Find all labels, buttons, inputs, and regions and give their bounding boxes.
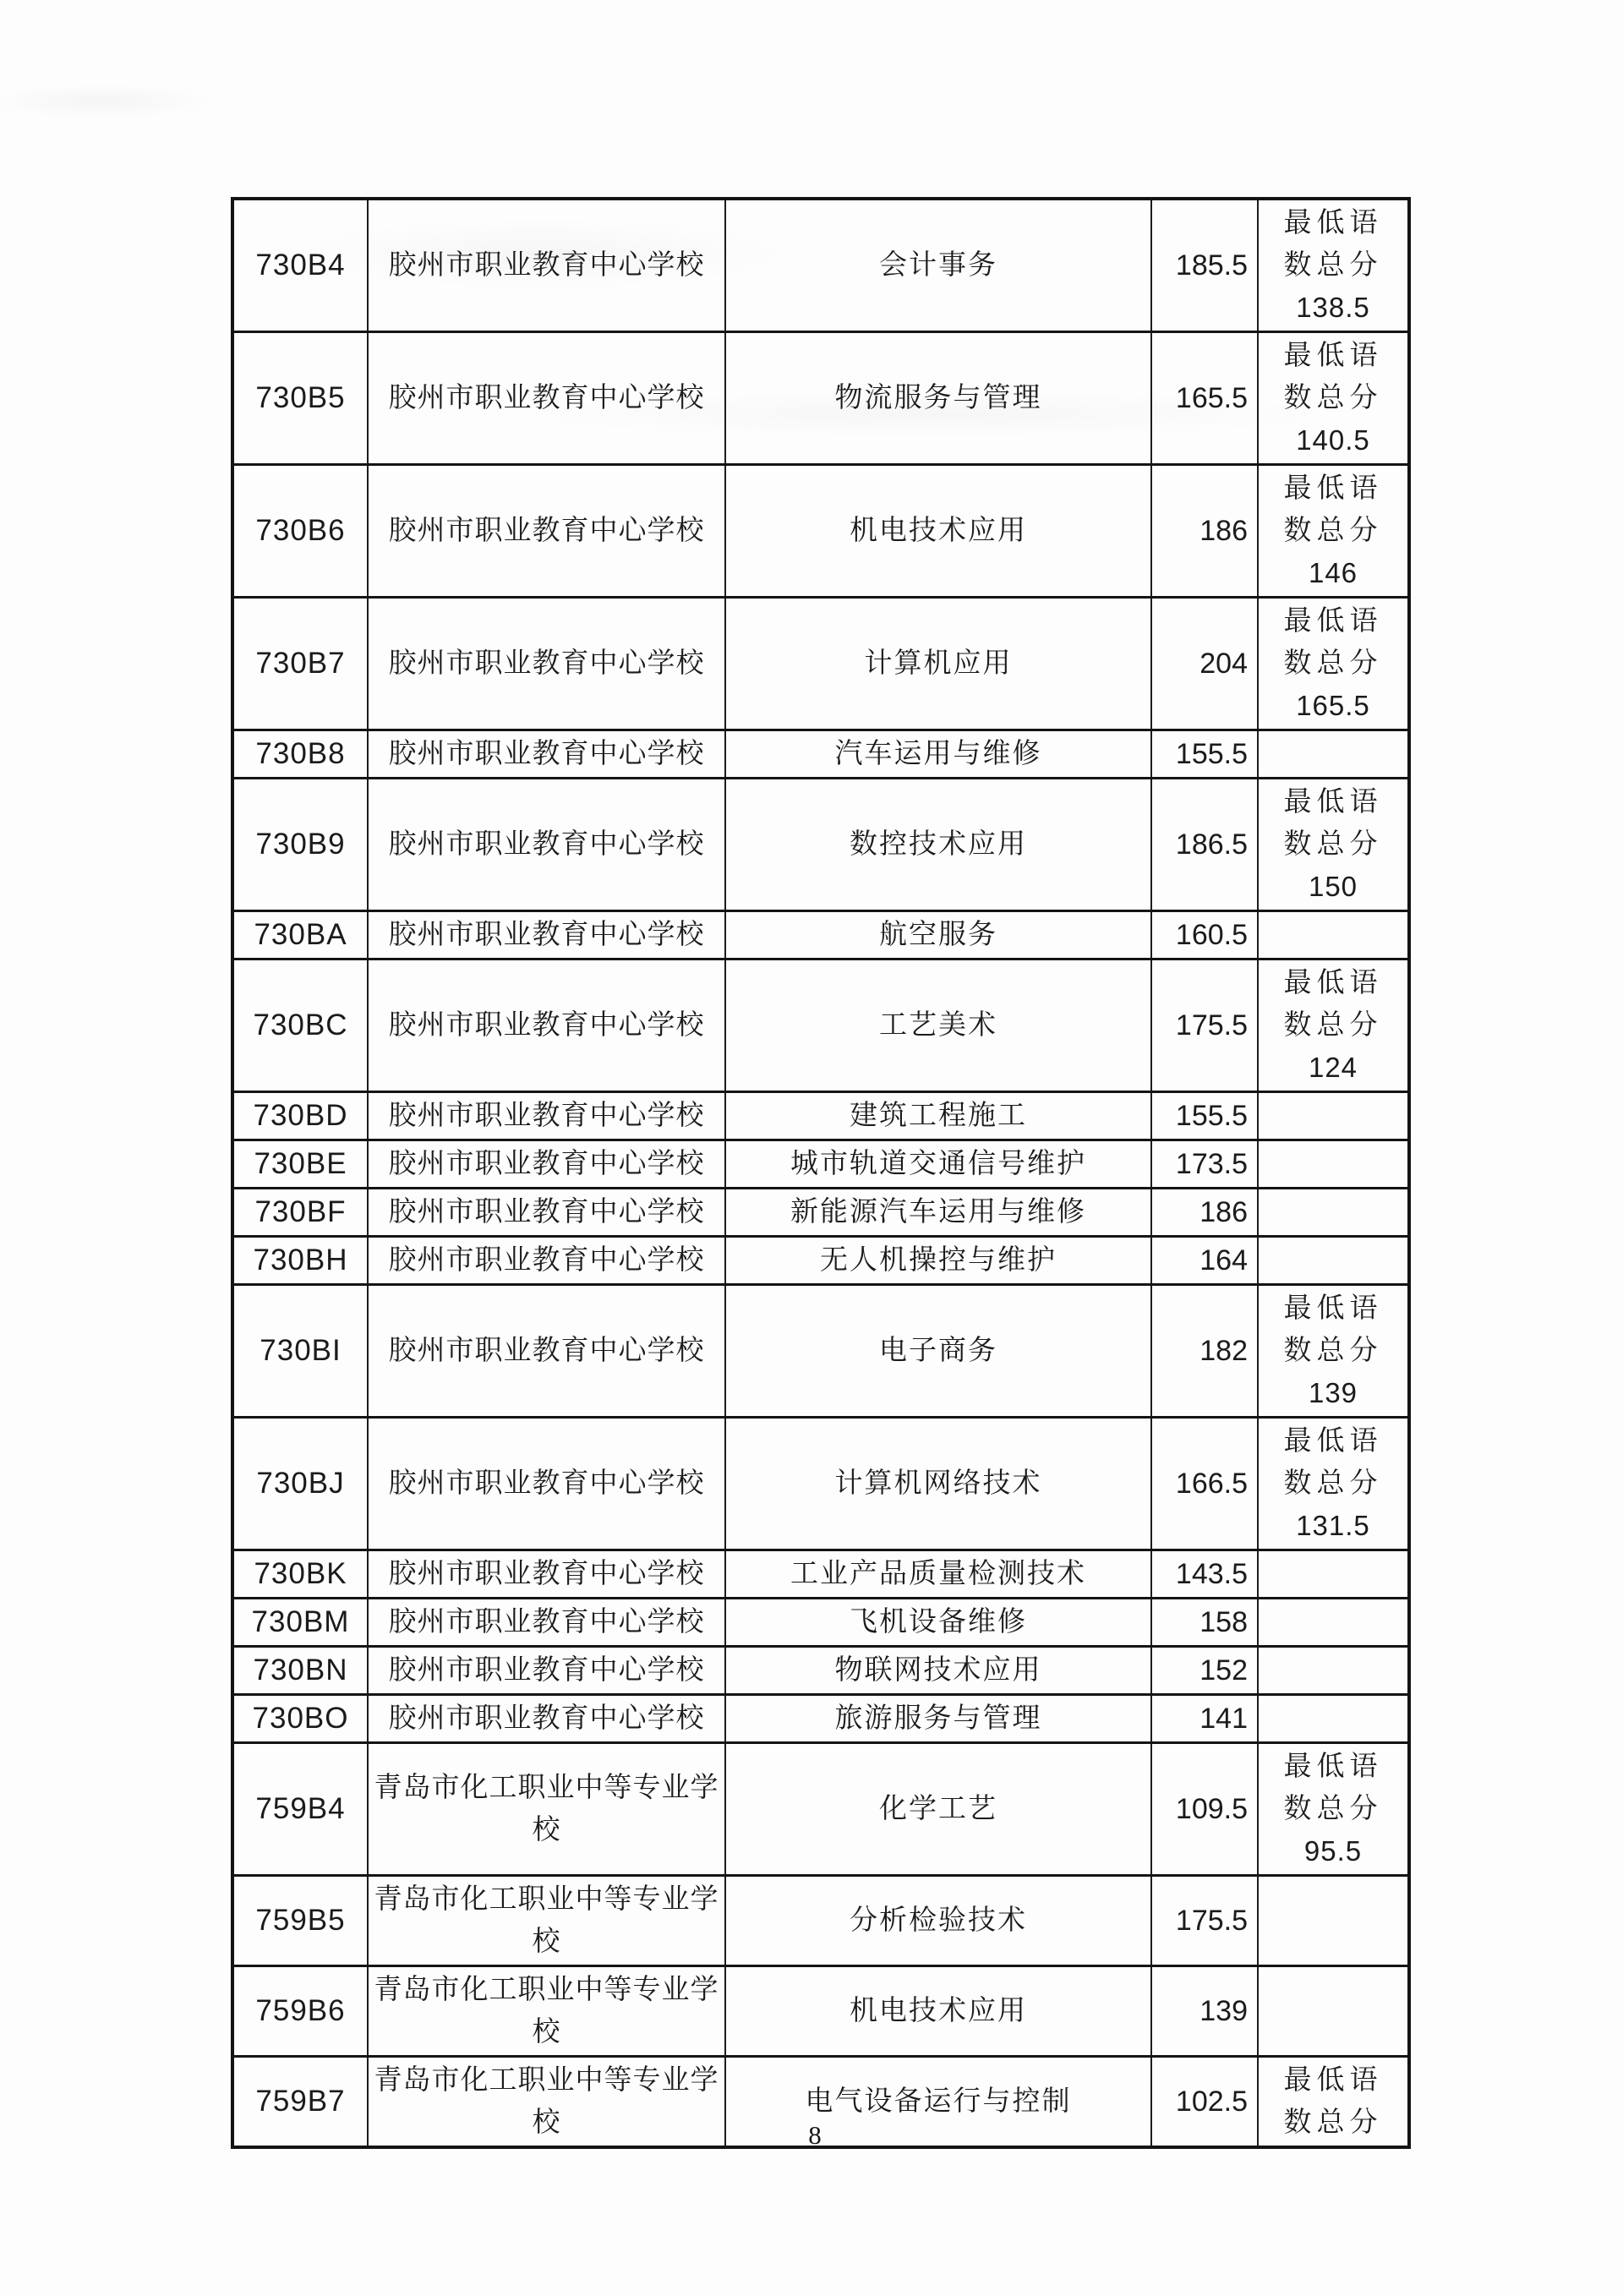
major-cell: 建筑工程施工 [725, 1092, 1151, 1140]
note-label: 最低语数总分 [1283, 787, 1383, 860]
school-cell [368, 1599, 725, 1647]
school-name: 胶州市职业教育中心学校 [388, 648, 705, 679]
code-cell: 730B4 [232, 199, 368, 332]
school-name: 胶州市职业教育中心学校 [388, 1336, 705, 1366]
school-name: 胶州市职业教育中心学校 [388, 1607, 705, 1637]
note-cell [1258, 1695, 1409, 1743]
major-cell: 物联网技术应用 [725, 1647, 1151, 1695]
note-cell [1258, 1418, 1409, 1550]
school-cell [368, 1743, 725, 1876]
table-row [232, 1876, 1409, 1966]
major-cell: 化学工艺 [725, 1743, 1151, 1876]
score-cell: 160.5 [1151, 911, 1258, 959]
code-cell: 730BD [232, 1092, 368, 1140]
score-cell: 165.5 [1151, 332, 1258, 465]
major-cell: 机电技术应用 [725, 465, 1151, 598]
note-value: 138.5 [1296, 292, 1370, 323]
note-cell [1258, 1237, 1409, 1285]
score-cell: 186 [1151, 1189, 1258, 1237]
major-cell: 城市轨道交通信号维护 [725, 1140, 1151, 1189]
school-name: 胶州市职业教育中心学校 [388, 920, 705, 950]
page-number: 8 [808, 2120, 822, 2150]
school-name: 胶州市职业教育中心学校 [388, 1468, 705, 1499]
score-cell: 102.5 [1151, 2057, 1258, 2148]
note-label: 最低语数总分 [1283, 1426, 1383, 1499]
note-value: 150 [1308, 871, 1358, 902]
note-value: 165.5 [1296, 690, 1370, 721]
major-cell: 工业产品质量检测技术 [725, 1550, 1151, 1599]
major-cell: 物流服务与管理 [725, 332, 1151, 465]
school-cell [368, 959, 725, 1092]
school-name: 胶州市职业教育中心学校 [388, 1245, 705, 1276]
note-value: 139 [1308, 1377, 1358, 1408]
note-cell [1258, 332, 1409, 465]
major-cell: 无人机操控与维护 [725, 1237, 1151, 1285]
major-cell: 计算机网络技术 [725, 1418, 1151, 1550]
score-cell: 186.5 [1151, 779, 1258, 911]
school-name: 青岛市化工职业中等专业学校 [374, 1975, 719, 2047]
code-cell: 730BO [232, 1695, 368, 1743]
school-cell [368, 1876, 725, 1966]
code-cell: 730B7 [232, 598, 368, 730]
major-cell: 飞机设备维修 [725, 1599, 1151, 1647]
score-cell: 185.5 [1151, 199, 1258, 332]
major-cell: 旅游服务与管理 [725, 1695, 1151, 1743]
major-cell: 分析检验技术 [725, 1876, 1151, 1966]
code-cell: 759B7 [232, 2057, 368, 2148]
score-cell: 155.5 [1151, 730, 1258, 779]
note-cell [1258, 1743, 1409, 1876]
major-cell: 数控技术应用 [725, 779, 1151, 911]
school-name: 胶州市职业教育中心学校 [388, 250, 705, 281]
school-name: 青岛市化工职业中等专业学校 [374, 1773, 719, 1845]
school-name: 胶州市职业教育中心学校 [388, 829, 705, 860]
major-cell: 机电技术应用 [725, 1966, 1151, 2057]
major-cell: 计算机应用 [725, 598, 1151, 730]
school-name: 青岛市化工职业中等专业学校 [374, 2065, 719, 2138]
note-label: 最低语数总分 [1283, 473, 1383, 546]
note-label: 最低语数总分 [1283, 606, 1383, 679]
admission-score-table [231, 197, 1411, 2149]
table-row [232, 911, 1409, 959]
code-cell: 730BK [232, 1550, 368, 1599]
note-cell [1258, 1647, 1409, 1695]
school-cell [368, 1092, 725, 1140]
code-cell: 759B6 [232, 1966, 368, 2057]
table-row [232, 1237, 1409, 1285]
table-row [232, 1189, 1409, 1237]
school-name: 胶州市职业教育中心学校 [388, 1010, 705, 1041]
table-row [232, 959, 1409, 1092]
note-cell [1258, 1189, 1409, 1237]
school-cell [368, 1695, 725, 1743]
code-cell: 730B9 [232, 779, 368, 911]
school-cell [368, 1418, 725, 1550]
note-value: 146 [1308, 557, 1358, 588]
note-cell [1258, 598, 1409, 730]
code-cell: 730BH [232, 1237, 368, 1285]
score-cell: 164 [1151, 1237, 1258, 1285]
school-cell [368, 465, 725, 598]
table-row [232, 332, 1409, 465]
school-name: 胶州市职业教育中心学校 [388, 516, 705, 546]
note-cell [1258, 730, 1409, 779]
school-cell [368, 598, 725, 730]
note-cell [1258, 199, 1409, 332]
major-cell: 汽车运用与维修 [725, 730, 1151, 779]
table-row [232, 1966, 1409, 2057]
table-row [232, 1695, 1409, 1743]
major-cell: 电子商务 [725, 1285, 1151, 1418]
school-cell [368, 1550, 725, 1599]
school-cell [368, 1140, 725, 1189]
note-label: 最低语数总分 [1283, 2065, 1383, 2138]
code-cell: 730BA [232, 911, 368, 959]
note-cell [1258, 1285, 1409, 1418]
note-label: 最低语数总分 [1283, 341, 1383, 413]
school-name: 胶州市职业教育中心学校 [388, 1101, 705, 1131]
table-row [232, 1418, 1409, 1550]
score-cell: 155.5 [1151, 1092, 1258, 1140]
school-name: 胶州市职业教育中心学校 [388, 1149, 705, 1179]
score-cell: 141 [1151, 1695, 1258, 1743]
note-value: 140.5 [1296, 424, 1370, 456]
school-cell [368, 1285, 725, 1418]
school-cell [368, 1966, 725, 2057]
school-name: 胶州市职业教育中心学校 [388, 1655, 705, 1686]
school-name: 胶州市职业教育中心学校 [388, 739, 705, 769]
major-cell: 工艺美术 [725, 959, 1151, 1092]
school-cell [368, 332, 725, 465]
code-cell: 730BE [232, 1140, 368, 1189]
school-name: 胶州市职业教育中心学校 [388, 1703, 705, 1734]
major-cell: 新能源汽车运用与维修 [725, 1189, 1151, 1237]
school-cell [368, 779, 725, 911]
table-row [232, 1647, 1409, 1695]
code-cell: 730B8 [232, 730, 368, 779]
note-cell [1258, 1599, 1409, 1647]
score-cell: 109.5 [1151, 1743, 1258, 1876]
note-value: 124 [1308, 1052, 1358, 1083]
note-cell [1258, 465, 1409, 598]
school-name: 青岛市化工职业中等专业学校 [374, 1884, 719, 1957]
school-cell [368, 1647, 725, 1695]
school-cell [368, 199, 725, 332]
code-cell: 730B5 [232, 332, 368, 465]
school-cell [368, 730, 725, 779]
school-name: 胶州市职业教育中心学校 [388, 1559, 705, 1589]
note-value: 95.5 [1303, 1835, 1363, 1867]
code-cell: 730BN [232, 1647, 368, 1695]
note-label: 最低语数总分 [1283, 968, 1383, 1041]
score-cell: 204 [1151, 598, 1258, 730]
school-cell [368, 911, 725, 959]
note-cell [1258, 911, 1409, 959]
score-cell: 173.5 [1151, 1140, 1258, 1189]
major-cell: 电气设备运行与控制 [725, 2057, 1151, 2148]
note-cell [1258, 1550, 1409, 1599]
score-cell: 186 [1151, 465, 1258, 598]
score-cell: 175.5 [1151, 959, 1258, 1092]
code-cell: 730BM [232, 1599, 368, 1647]
note-cell [1258, 1966, 1409, 2057]
table-row [232, 1092, 1409, 1140]
table-row [232, 1599, 1409, 1647]
major-cell: 会计事务 [725, 199, 1151, 332]
code-cell: 730BF [232, 1189, 368, 1237]
code-cell: 730BC [232, 959, 368, 1092]
code-cell: 759B5 [232, 1876, 368, 1966]
school-name: 胶州市职业教育中心学校 [388, 1197, 705, 1227]
note-value: 131.5 [1296, 1510, 1370, 1541]
score-cell: 143.5 [1151, 1550, 1258, 1599]
note-label: 最低语数总分 [1283, 1293, 1383, 1366]
code-cell: 730BI [232, 1285, 368, 1418]
score-cell: 152 [1151, 1647, 1258, 1695]
note-cell [1258, 959, 1409, 1092]
note-cell [1258, 1140, 1409, 1189]
score-cell: 166.5 [1151, 1418, 1258, 1550]
school-cell [368, 1237, 725, 1285]
table-row [232, 465, 1409, 598]
code-cell: 730BJ [232, 1418, 368, 1550]
note-label: 最低语数总分 [1283, 208, 1383, 281]
code-cell: 759B4 [232, 1743, 368, 1876]
note-cell [1258, 1092, 1409, 1140]
table-row [232, 1743, 1409, 1876]
school-cell [368, 1189, 725, 1237]
table-row [232, 1550, 1409, 1599]
score-cell: 182 [1151, 1285, 1258, 1418]
note-label: 最低语数总分 [1283, 1752, 1383, 1824]
major-cell: 航空服务 [725, 911, 1151, 959]
table-row [232, 199, 1409, 332]
note-cell [1258, 1876, 1409, 1966]
table-row [232, 598, 1409, 730]
school-name: 胶州市职业教育中心学校 [388, 383, 705, 413]
note-cell [1258, 779, 1409, 911]
table-row [232, 779, 1409, 911]
table-row [232, 730, 1409, 779]
score-cell: 139 [1151, 1966, 1258, 2057]
score-cell: 175.5 [1151, 1876, 1258, 1966]
score-cell: 158 [1151, 1599, 1258, 1647]
table-row [232, 1285, 1409, 1418]
table-row [232, 1140, 1409, 1189]
code-cell: 730B6 [232, 465, 368, 598]
